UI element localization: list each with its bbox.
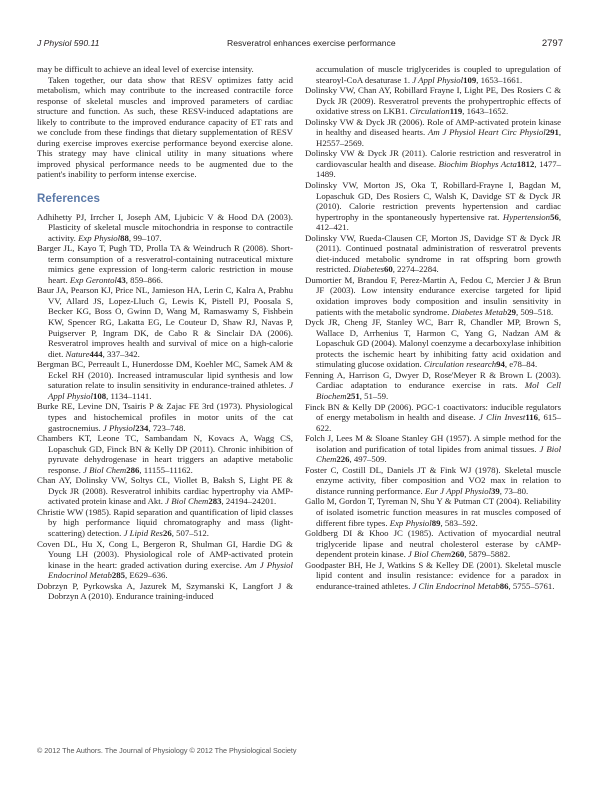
reference-text: Dolinsky VW, Rueda-Clausen CF, Morton JS, Davidge ST & Dyck JR (2011). Continued postnatal administration of resveratrol prevents diet-induced metabolic syndrome in rat offspring born growth restricted.: [305, 232, 561, 275]
journal-name: Biochim Biophys Acta: [438, 158, 517, 169]
reference-text: Chan AY, Dolinsky VW, Soltys CL, Viollet B, Baksh S, Light PE & Dyck JR (2008). Resveratrol inhibits cardiac hypertrophy via AMP-activated protein kinase and Akt.: [37, 475, 293, 507]
reference-text: Baur JA, Pearson KJ, Price NL, Jamieson HA, Lerin C, Kalra A, Prabhu VV, Allard JS, Lopez-Lluch G, Lewis K, Pistell PJ, Poosala S, Becker KG, Boss O, Gwinn D, Wang M, Ramaswamy S, Fishbein KW, Spencer RG, Lakatta EG, Le Couteur D, Shaw RJ, Navas P, Puigserver P, Ingram DK, de Cabo R & Sinclair DA (2006). Resveratrol improves health and survival of mice on a high-calorie diet.: [37, 285, 293, 359]
journal-name: Diabetes: [352, 264, 385, 275]
page-range: , 509–518.: [516, 306, 554, 317]
journal-name: Exp Physiol: [78, 232, 121, 243]
page-range: , 337–342.: [102, 348, 140, 359]
journal-name: J Biol Chem: [316, 443, 562, 465]
page-range: , 615–622.: [316, 412, 561, 433]
volume-number: 86: [499, 580, 509, 591]
reference-entry: [305, 64, 561, 85]
page-range: , 412–421.: [316, 211, 561, 233]
page-range: , 1134–1141.: [106, 390, 152, 401]
journal-name: Hypertension: [502, 211, 551, 222]
reference-text: Folch J, Lees M & Sloane Stanley GH (1957). A simple method for the isolation and purification of total lipides from animal tissues.: [305, 433, 561, 454]
page-range: , 5755–5761.: [508, 580, 555, 591]
reference-entry: [305, 370, 561, 402]
copyright-footer: © 2012 The Authors. The Journal of Physiology © 2012 The Physiological Society: [37, 746, 297, 755]
reference-entry: [37, 475, 293, 507]
journal-name: J Biol Chem: [83, 464, 127, 475]
reference-entry: [305, 560, 561, 592]
reference-text: Chambers KT, Leone TC, Sambandam N, Kovacs A, Wagg CS, Lopaschuk GD, Finck BN & Kelly DP (2011). Chronic inhibition of pyruvate dehydrogenase in heart triggers an adaptive metabolic response.: [37, 433, 293, 475]
reference-text: Dolinsky VW & Dyck JR (2006). Role of AMP-activated protein kinase in healthy and diseased hearts.: [305, 116, 561, 138]
reference-entry: [305, 275, 561, 317]
reference-text: Dolinsky VW, Chan AY, Robillard Frayne I, Light PE, Des Rosiers C & Dyck JR (2009). Resveratrol prevents the prohypertrophic effects of oxidative stress on LKB1.: [305, 85, 561, 117]
reference-entry: [305, 117, 561, 149]
volume-number: 26: [162, 527, 172, 538]
reference-entry: [37, 507, 293, 539]
reference-text: Coven DL, Hu X, Cong L, Bergeron R, Shulman GI, Hardie DG & Young LH (2003). Physiological role of AMP-activated protein kinase in the heart: graded activation during exercise.: [37, 538, 293, 570]
reference-entry: [305, 148, 561, 180]
reference-text: Christie WW (1985). Rapid separation and quantification of lipid classes by high performance liquid chromatography and mass (light-scattering) detection.: [37, 506, 293, 538]
reference-text: Burke RE, Levine DN, Tsairis P & Zajac FE 3rd (1973). Physiological types and histochemical profiles in motor units of the cat gastrocnemius.: [37, 401, 293, 433]
reference-text: Barger JL, Kayo T, Pugh TD, Prolla TA & Weindruch R (2008). Short-term consumption of a resveratrol-containing nutraceutical mixture mimics gene expression of long-term caloric restriction in mouse heart.: [37, 243, 293, 285]
reference-entry: [305, 402, 561, 434]
journal-name: J Lipid Res: [123, 527, 163, 538]
reference-text: Dolinsky VW, Morton JS, Oka T, Robillard-Frayne I, Bagdan M, Lopaschuk GD, Des Rosiers C, Walsh K, Davidge ST & Dyck JR (2010). Calorie restriction prevents hypertension and cardiac hypertrophy in the spontaneously hypertensive rat.: [305, 180, 561, 222]
journal-citation: J Physiol 590.11: [37, 38, 100, 48]
page-range: , 99–107.: [128, 232, 162, 243]
body-paragraph: Taken together, our data show that RESV optimizes fatty acid metabolism, which may contribute to the increased contractile force response of skeletal muscles and improved parameters of cardiac structure and function. As such, these RESV-induced adaptations are likely to contribute to the improved endurance capacity of ET rats and we conclude from these findings that dietary supplementation of RESV during exercise improves exercise performance beyond exercise alone. This strategy may have clinical utility in many situations where improved physical performance needs to be augmented due to the patient's inability to perform intense exercise.: [37, 74, 293, 180]
page-range: , 1643–1652.: [462, 106, 509, 117]
journal-name: Exp Gerontol: [69, 274, 117, 285]
volume-number: 109: [463, 74, 477, 85]
journal-name: Circulation research: [423, 359, 497, 370]
page-range: , 723–748.: [148, 422, 186, 433]
page-range: , 1653–1661.: [476, 74, 523, 85]
reference-text: Bergman BC, Perreault L, Hunerdosse DM, Koehler MC, Samek AM & Eckel RH (2010). Increased intramuscular lipid synthesis and low saturation relate to insulin sensitivity in endurance-trained athletes.: [37, 359, 293, 391]
page-range: , 24194–24201.: [221, 496, 277, 507]
reference-entry: [37, 581, 293, 602]
volume-number: 94: [496, 359, 505, 370]
volume-number: 119: [449, 106, 463, 117]
page-range: , 2274–2284.: [392, 264, 439, 275]
journal-name: Am J Physiol Endocrinol Metab: [48, 559, 293, 581]
page-range: , 507–512.: [171, 527, 209, 538]
body-paragraph: may be difficult to achieve an ideal level of exercise intensity.: [37, 64, 254, 74]
page-range: , E629–636.: [125, 570, 168, 581]
reference-entry: [305, 180, 561, 233]
reference-text: Goodpaster BH, He J, Watkins S & Kelley DE (2001). Skeletal muscle lipid content and insulin resistance: evidence for a paradox in endurance-trained athletes.: [305, 559, 561, 591]
journal-name: Eur J Appl Physiol: [424, 485, 492, 496]
volume-number: 226: [336, 454, 350, 465]
reference-text: Dolinsky VW & Dyck JR (2011). Calorie restriction and resveratrol in cardiovascular health and disease.: [305, 148, 561, 169]
page-range: , 51–59.: [359, 390, 389, 401]
journal-name: J Physiol: [102, 422, 136, 433]
reference-entry: [37, 243, 293, 285]
volume-number: 234: [135, 422, 149, 433]
journal-name: Nature: [65, 348, 90, 359]
reference-text: Fenning A, Harrison G, Dwyer D, Rose'Meyer R & Brown L (2003). Cardiac adaptation to endurance exercise in rats.: [305, 369, 561, 391]
reference-entry: [305, 433, 561, 465]
journal-name: J Clin Invest: [478, 412, 526, 423]
reference-entry: [37, 401, 293, 433]
running-header: [37, 38, 563, 52]
references-list-right: [305, 64, 561, 591]
journal-name: J Clin Endocrinol Metab: [412, 580, 500, 591]
reference-text: Foster C, Costill DL, Daniels JT & Fink WJ (1978). Skeletal muscle enzyme activity, fiber composition and VO2 max in relation to distance running performance.: [305, 464, 561, 496]
journal-name: Exp Physiol: [389, 517, 432, 528]
page-range: , 5879–5882.: [464, 549, 511, 560]
volume-number: 89: [431, 517, 441, 528]
page-range: , 11155–11162.: [139, 464, 193, 475]
volume-number: 283: [208, 496, 222, 507]
reference-text: accumulation of muscle triglycerides is coupled to upregulation of stearoyl-CoA desaturase 1.: [316, 64, 561, 85]
volume-number: 88: [120, 232, 129, 243]
page-range: , 73–80.: [499, 485, 529, 496]
volume-number: 43: [116, 274, 126, 285]
page-range: , e78–84.: [504, 359, 538, 370]
reference-entry: [305, 528, 561, 560]
reference-entry: [37, 359, 293, 401]
reference-entry: [37, 433, 293, 475]
reference-text: Gallo M, Gordon T, Tyreman N, Shu Y & Putman CT (2004). Reliability of isolated isometric function measures in rat muscles composed of different fibre types.: [305, 496, 561, 528]
volume-number: 108: [92, 390, 107, 401]
references-heading: References: [37, 193, 101, 206]
reference-text: Finck BN & Kelly DP (2006). PGC-1 coactivators: inducible regulators of energy metabolism in health and disease.: [305, 401, 561, 423]
journal-name: J Biol Chem: [407, 549, 452, 560]
volume-number: 286: [126, 464, 140, 475]
reference-entry: [305, 465, 561, 497]
reference-entry: [305, 233, 561, 275]
volume-number: 285: [111, 570, 126, 581]
volume-number: 116: [525, 412, 539, 423]
reference-entry: [305, 85, 561, 117]
reference-entry: [305, 317, 561, 370]
reference-text: Adhihetty PJ, Irrcher I, Joseph AM, Ljubicic V & Hood DA (2003). Plasticity of skeletal muscle mitochondria in response to contractile activity.: [37, 211, 293, 243]
volume-number: 39: [491, 485, 500, 496]
page-range: , H2557–2569.: [316, 127, 562, 148]
left-column: [37, 64, 293, 602]
volume-number: 1812: [516, 158, 535, 169]
journal-name: J Appl Physiol: [412, 74, 464, 85]
page-range: , 1477–1489.: [316, 158, 561, 180]
references-list-left: [37, 212, 293, 602]
page-range: , 859–866.: [125, 274, 163, 285]
journal-name: J Appl Physiol: [48, 380, 293, 401]
reference-entry: [37, 285, 293, 359]
reference-text: Dobrzyn P, Pyrkowska A, Jazurek M, Szymanski K, Langfort J & Dobrzyn A (2010). Endurance training-induced: [37, 580, 293, 602]
page-range: , 583–592.: [440, 517, 478, 528]
journal-name: Diabetes Metab: [451, 306, 508, 317]
volume-number: 444: [89, 348, 103, 359]
reference-text: Dumortier M, Brandou F, Perez-Martin A, Fedou C, Mercier J & Brun JF (2003). Low intensity endurance exercise targeted for lipid oxidation improves body composition and insulin sensitivity in patients with the metabolic syndrome.: [305, 274, 561, 317]
journal-name: Am J Physiol Heart Circ Physiol: [427, 127, 546, 138]
reference-text: Dyck JR, Cheng JF, Stanley WC, Barr R, Chandler MP, Brown S, Wallace D, Arrhenius T, Harmon C, Yang G, Nadzan AM & Lopaschuk GD (2004). Malonyl coenzyme a decarboxylase inhibition protects the ischemic heart by inhibiting fatty acid oxidation and stimulating glucose oxidation.: [305, 317, 561, 370]
volume-number: 260: [451, 549, 465, 560]
volume-number: 251: [346, 390, 360, 401]
right-column: [305, 64, 561, 591]
volume-number: 29: [507, 306, 517, 317]
journal-name: Mol Cell Biochem: [316, 380, 561, 401]
page-number: 2797: [541, 38, 563, 49]
running-title: Resveratrol enhances exercise performance: [227, 38, 396, 48]
page-range: , 497–509.: [349, 454, 387, 465]
reference-entry: [37, 539, 293, 581]
reference-entry: [305, 496, 561, 528]
volume-number: 291: [545, 127, 559, 138]
reference-entry: [37, 212, 293, 244]
volume-number: 56: [550, 211, 559, 222]
volume-number: 60: [384, 264, 393, 275]
journal-name: Circulation: [409, 106, 450, 117]
journal-name: J Biol Chem: [165, 496, 209, 507]
reference-text: Goldberg DI & Khoo JC (1985). Activation of myocardial neutral triglyceride lipase and neutral cholesterol esterase by cAMP-dependent protein kinase.: [305, 528, 561, 560]
